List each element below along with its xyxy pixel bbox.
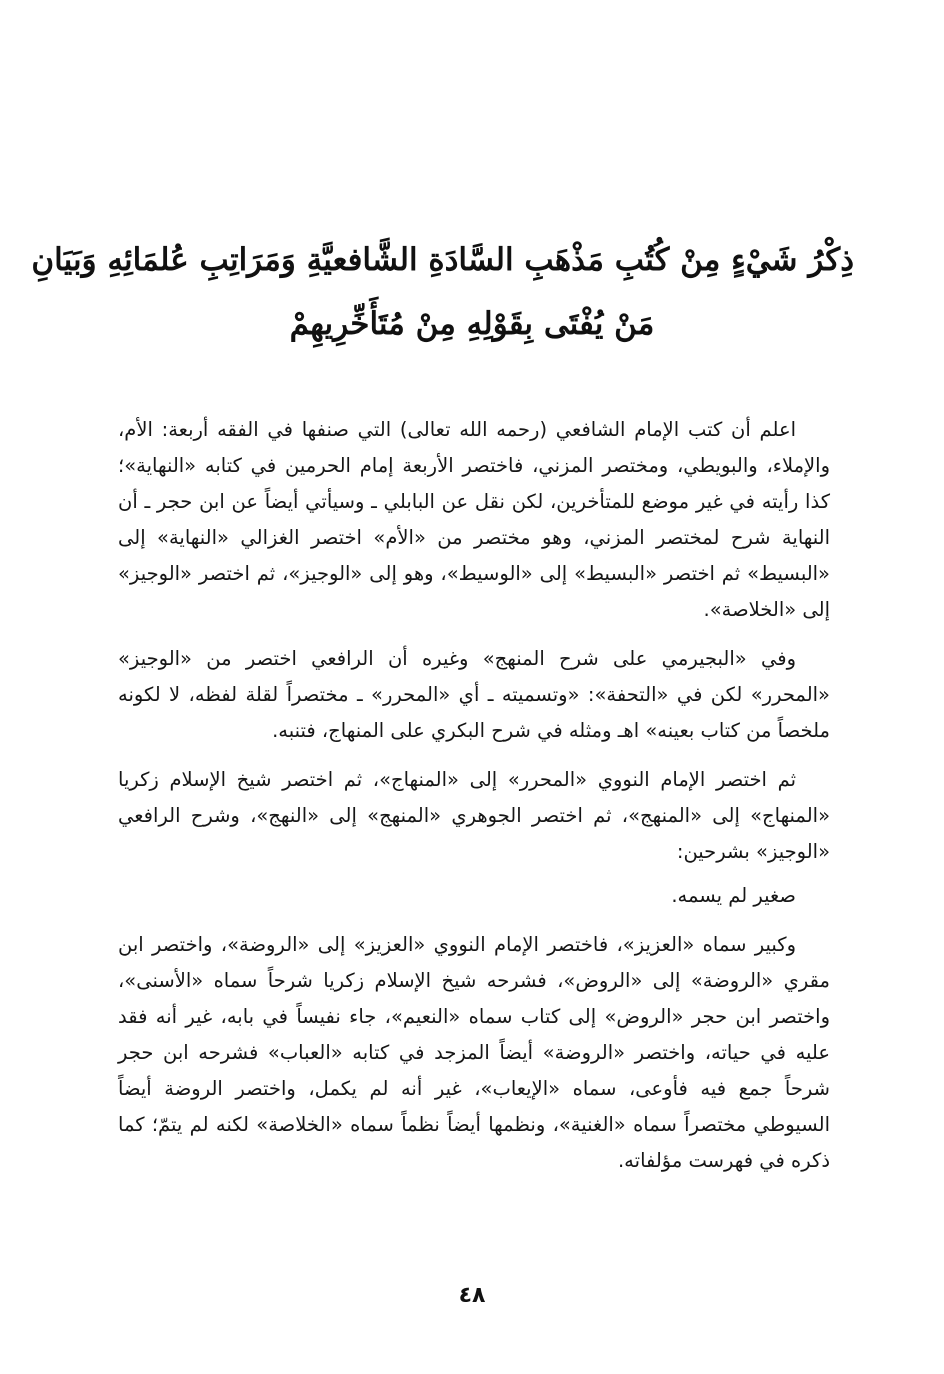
paragraph-1: اعلم أن كتب الإمام الشافعي (رحمه الله تعالى) التي صنفها في الفقه أربعة: الأم، والإملاء، والبويطي، ومختصر المزني، فاختصر الأربعة إمام الحرمين في كتابه «النهاية»؛ كذا رأيته في غير موضع للمتأخرين، لكن نقل عن البابلي ـ وسيأتي أيضاً عن ابن حجر ـ أن النهاية شرح لمختصر المزني، وهو مختصر من «الأم» اختصر الغزالي «النهاية» إلى «البسيط» ثم اختصر «البسيط» إلى «الوسيط»، وهو إلى «الوجيز»، ثم اختصر «الوجيز» إلى «الخلاصة». — [118, 418, 830, 621]
chapter-heading-line-1: ذِكْرُ شَيْءٍ مِنْ كُتُبِ مَذْهَبِ السَّادَةِ الشَّافعيَّةِ وَمَرَاتِبِ عُلمَائِهِ وَبَيَانِ — [31, 242, 854, 278]
paragraph-4: صغير لم يسمه. — [671, 884, 796, 907]
chapter-heading — [31, 228, 854, 356]
chapter-heading-line-2: مَنْ يُفْتَى بِقَوْلِهِ مِنْ مُتَأَخِّرِيهِمْ — [289, 306, 655, 342]
body-text — [118, 412, 830, 1179]
paragraph-5: وكبير سماه «العزيز»، فاختصر الإمام النووي «العزيز» إلى «الروضة»، واختصر ابن مقري «الروضة» إلى «الروض»، فشرحه شيخ الإسلام زكريا شرحاً سماه «الأسنى»، واختصر ابن حجر «الروض» إلى كتاب سماه «النعيم»، جاء نفيساً في بابه، غير أنه فقد عليه في حياته، واختصر «الروضة» أيضاً المزجد في كتابه «العباب» فشرحه ابن حجر شرحاً جمع فيه فأوعى، سماه «الإيعاب»، غير أنه لم يكمل، واختصر الروضة أيضاً السيوطي مختصراً سماه «الغنية»، ونظمها أيضاً نظماً سماه «الخلاصة» لكنه لم يتمّ؛ كما ذكره في فهرست مؤلفاته. — [118, 933, 830, 1172]
page-number: ٤٨ — [458, 1283, 486, 1308]
paragraph-2: وفي «البجيرمي على شرح المنهج» وغيره أن الرافعي اختصر من «الوجيز» «المحرر» لكن في «التحفة»: «وتسميته ـ أي «المحرر» ـ مختصراً لقلة لفظه، لا لكونه ملخصاً من كتاب بعينه» اهـ ومثله في شرح البكري على المنهاج، فتنبه. — [118, 647, 830, 742]
paragraph-3: ثم اختصر الإمام النووي «المحرر» إلى «المنهاج»، ثم اختصر شيخ الإسلام زكريا «المنهاج» إلى «المنهج»، ثم اختصر الجوهري «المنهج» إلى «النهج»، وشرح الرافعي «الوجيز» بشرحين: — [118, 768, 830, 863]
